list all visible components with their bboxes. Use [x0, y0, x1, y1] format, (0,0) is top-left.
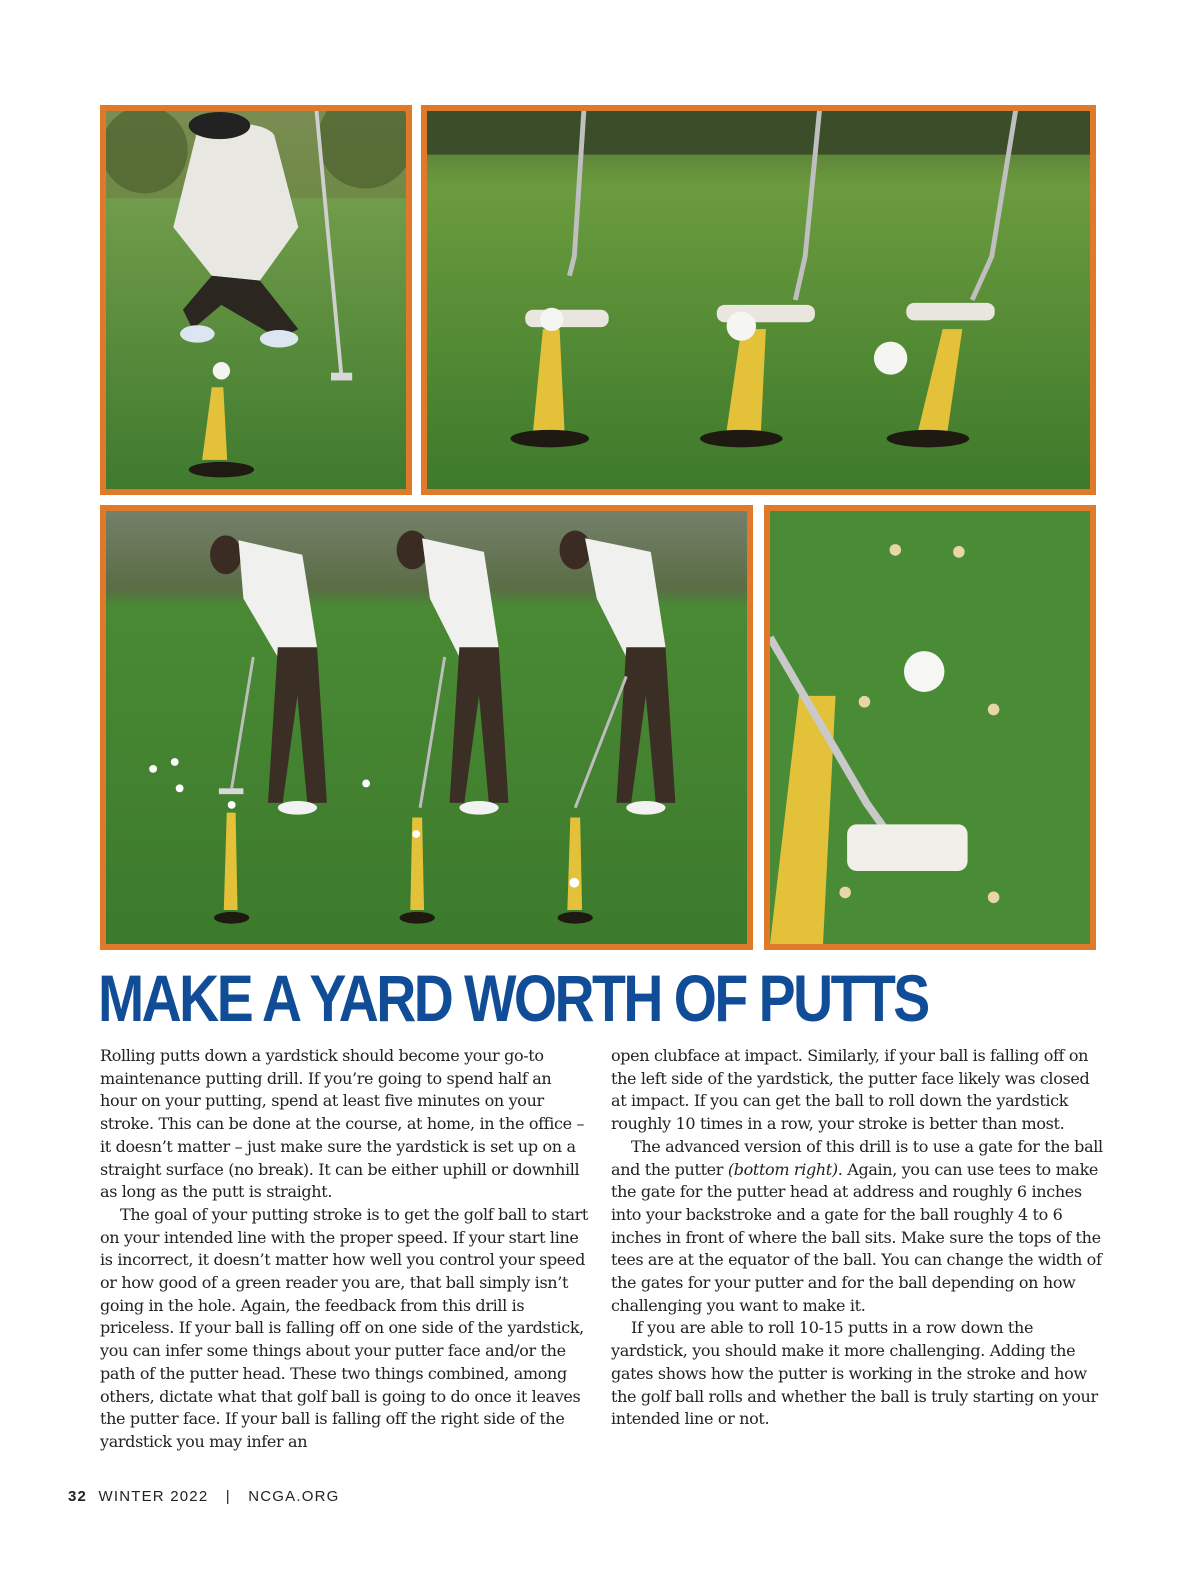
paragraph: The goal of your putting stroke is to get the golf ball to start on your intended line with the proper speed. If your start line is incorrect, it doesn’t matter how well you control your speed or how good of a green reader you are, that ball simply isn’t going in the hole. Again, the feedback from this drill is priceless. If your ball is falling off on one side of the yardstick, you can infer some things about your putter face and/or the path of the putter head. These two things combined, among others, dictate what that golf ball is going to do once it leaves the putter face. If your ball is falling off the right side of the yardstick you may infer an	[100, 1204, 589, 1451]
site-link[interactable]: NCGA.ORG	[248, 1488, 340, 1505]
paragraph: open clubface at impact. Similarly, if your ball is falling off on the left side of the yardstick, the putter face likely was closed at impact. If you can get the ball to roll down the yardstick roughly 10 times in a row, your stroke is better than most.	[611, 1046, 1090, 1134]
photo-crouching-golfer	[100, 105, 412, 495]
body-column-left	[100, 1045, 592, 1454]
issue-label: WINTER 2022	[98, 1488, 209, 1505]
body-column-right	[611, 1045, 1103, 1431]
paragraph: If you are able to roll 10-15 putts in a row down the yardstick, you should make it more challenging. Adding the gates shows how the putter is working in the stroke and how the golf ball rolls and whether the ball is truly starting on your intended line or not.	[611, 1318, 1098, 1429]
photo-reference: (bottom right)	[727, 1159, 838, 1179]
paragraph-text: The advanced version of this drill is to use a gate for the ball and the putter	[611, 1136, 1103, 1179]
stroke-sequence-illustration	[106, 511, 747, 944]
paragraph-text: . Again, you can use tees to make the gate for the putter head at address and roughly 6 inches into your backstroke and a gate for the ball roughly 4 to 6 inches in front of where the ball sits. Make sure the tops of the tees are at the equator of the ball. You can change the width of the gates for your putter and for the ball depending on how challenging you want to make it.	[611, 1159, 1102, 1315]
article-headline: MAKE A YARD WORTH OF PUTTS	[98, 961, 928, 1035]
page-number: 32	[68, 1488, 88, 1505]
photo-gate-drill	[764, 505, 1096, 950]
footer-separator: |	[225, 1488, 231, 1505]
photo-stroke-sequence	[100, 505, 753, 950]
crouching-golfer-illustration	[106, 111, 406, 489]
page-footer	[68, 1488, 340, 1505]
paragraph	[611, 1136, 1103, 1318]
paragraph: Rolling putts down a yardstick should become your go-to maintenance putting drill. If you’re going to spend half an hour on your putting, spend at least five minutes on your stroke. This can be done at the course, at home, in the office – it doesn’t matter – just make sure the yardstick is set up on a straight surface (no break). It can be either uphill or downhill as long as the putt is straight.	[100, 1046, 585, 1202]
yardstick-sequence-illustration	[427, 111, 1090, 489]
gate-drill-illustration	[770, 511, 1090, 944]
photo-yardstick-sequence	[421, 105, 1096, 495]
